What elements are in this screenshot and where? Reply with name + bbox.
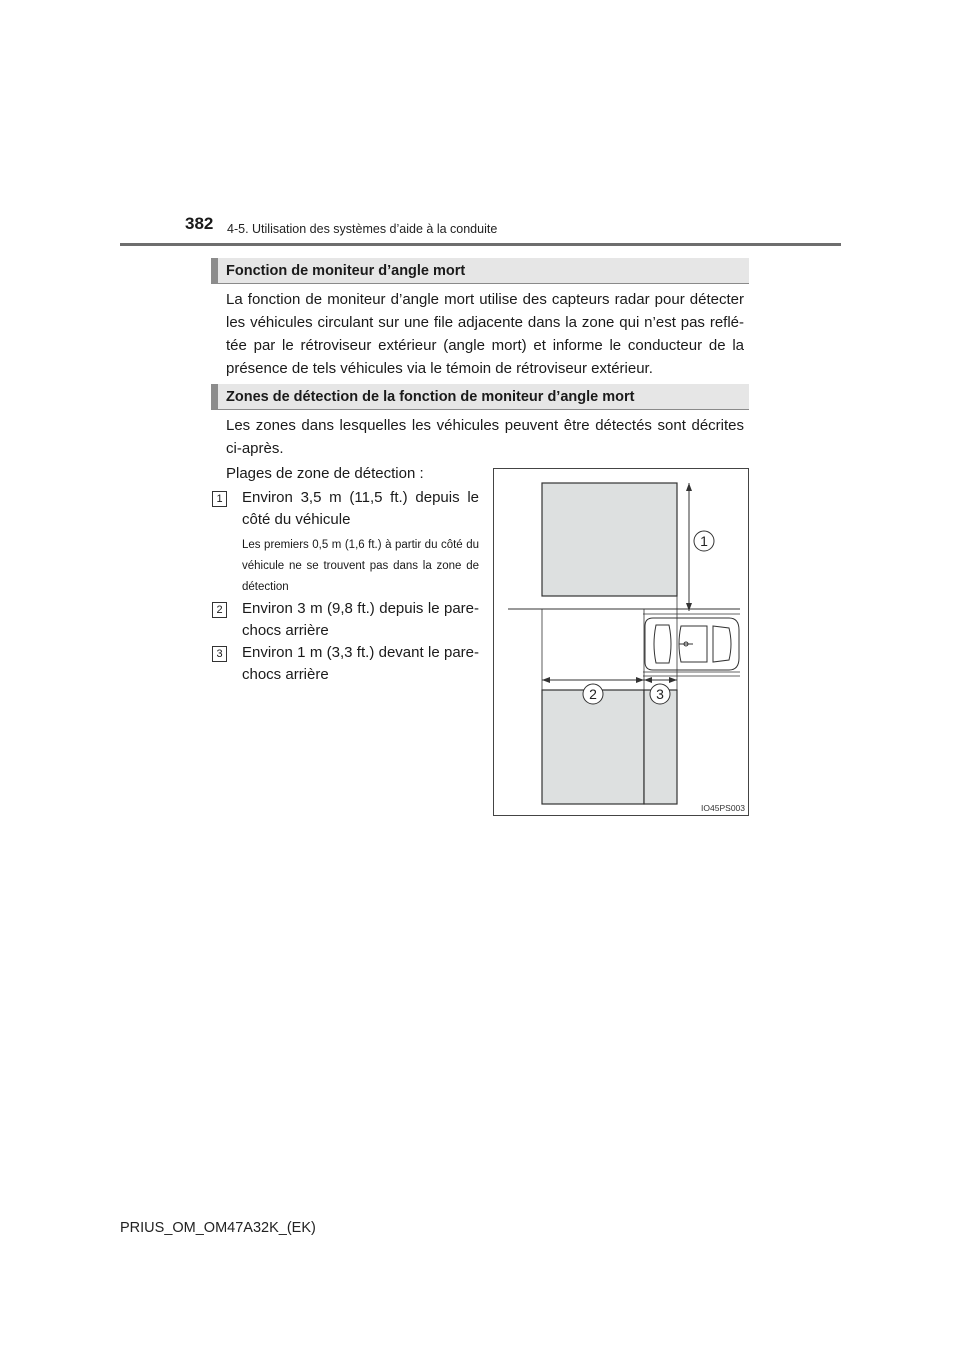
header-rule — [120, 243, 841, 246]
section-heading-title: Zones de détection de la fonction de moniteur d’angle mort — [226, 389, 635, 405]
callout-2: 2 — [589, 686, 597, 702]
item-number-badge: 2 — [212, 602, 227, 618]
chapter-header: 4-5. Utilisation des systèmes d’aide à la conduite — [227, 222, 498, 236]
detection-zone-diagram — [493, 468, 749, 816]
item-number-badge: 3 — [212, 646, 227, 662]
section-heading-title: Fonction de moniteur d’angle mort — [226, 263, 466, 279]
ranges-label: Plages de zone de détection : — [226, 465, 424, 482]
list-item: Environ 1 m (3,3 ft.) devant le pare-chocs arrière — [242, 644, 479, 683]
figure-code: IO45PS003 — [701, 803, 745, 813]
heading-accent — [211, 384, 218, 409]
rear-detection-zone — [542, 690, 644, 804]
section-heading-blind-spot — [211, 258, 749, 284]
document-id: PRIUS_OM_OM47A32K_(EK) — [120, 1220, 316, 1236]
list-item: Environ 3 m (9,8 ft.) depuis le pare-chocs arrière — [242, 600, 479, 639]
list-item: Environ 3,5 m (11,5 ft.) depuis le côté du véhicule — [242, 489, 479, 528]
zones-paragraph: Les zones dans lesquelles les véhicules peuvent être détectés sont décrites ci-après. — [226, 417, 744, 457]
heading-accent — [211, 258, 218, 283]
callout-3: 3 — [656, 686, 664, 702]
item-number-badge: 1 — [212, 491, 227, 507]
side-detection-zone — [542, 483, 677, 596]
section-heading-detection-zones — [211, 384, 749, 410]
callout-1: 1 — [700, 533, 708, 549]
intro-paragraph: La fonction de moniteur d’angle mort utilise des capteurs radar pour détecter les véhicules circulant sur une file adjacente dans la zone qui n’est pas reflé-tée par le rétroviseur extérieur (angle mort) et informe le conducteur de la présence de tels véhicules via le témoin de rétroviseur extérieur. — [226, 291, 744, 377]
list-item-note: Les premiers 0,5 m (1,6 ft.) à partir du côté du véhicule ne se trouvent pas dans la zone de détection — [242, 539, 479, 593]
page-number: 382 — [185, 214, 214, 233]
front-of-bumper-zone — [644, 690, 677, 804]
